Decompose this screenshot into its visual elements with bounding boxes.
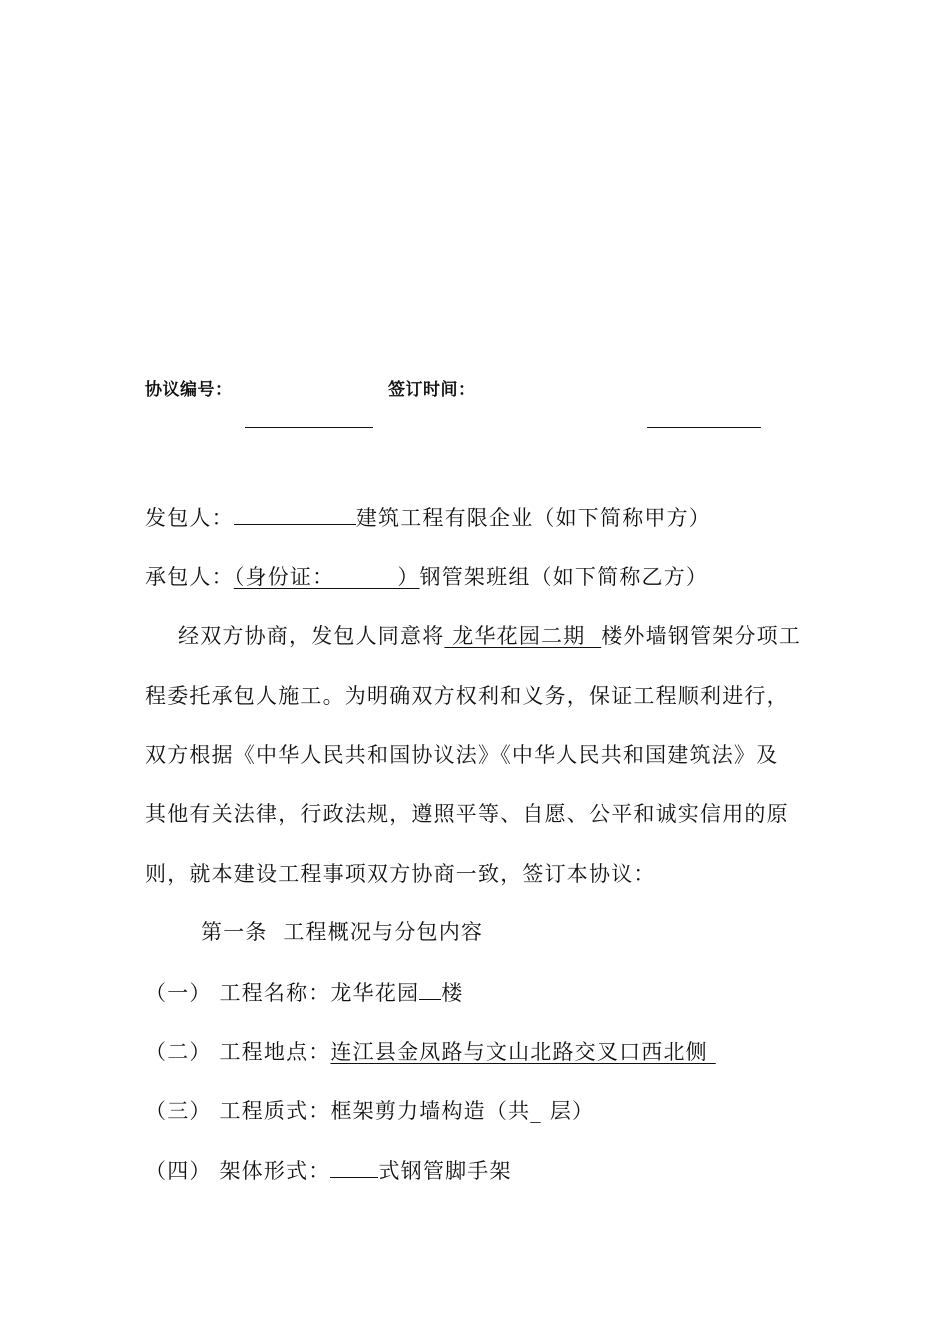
intro-line-5: 则，就本建设工程事项双方协商一致，签订本协议： [145, 862, 656, 886]
contractor-label: 承包人： [145, 565, 234, 589]
item3-label: （三） 工程质式： [145, 1099, 331, 1123]
contractor-line [145, 564, 708, 590]
item2-label: （二） 工程地点： [145, 1040, 331, 1064]
item1-suffix: 楼 [441, 981, 464, 1005]
employer-line [145, 504, 711, 531]
project-name: 龙华花园二期 [444, 624, 602, 648]
intro-suffix: 楼外墙钢管架分项工 [601, 624, 802, 648]
item4-suffix: 式钢管脚手架 [378, 1159, 512, 1183]
agreement-no-label: 协议编号： [145, 380, 233, 400]
item1-label: （一） 工程名称： [145, 981, 331, 1005]
item4-label: （四） 架体形式： [145, 1159, 331, 1183]
sign-time-field[interactable] [647, 427, 761, 428]
scaffold-type-field[interactable] [330, 1157, 378, 1178]
intro-prefix: 经双方协商，发包人同意将 [178, 624, 445, 648]
employer-name-field[interactable] [234, 504, 356, 525]
item1-value: 龙华花园 [330, 981, 420, 1005]
employer-label: 发包人： [145, 506, 234, 530]
employer-suffix: 建筑工程有限企业（如下简称甲方） [355, 506, 712, 530]
item-structure-type [145, 1098, 594, 1124]
item-project-location [145, 1039, 716, 1065]
item-scaffold-type [145, 1157, 512, 1184]
intro-line-4: 其他有关法律，行政法规，遵照平等、自愿、公平和诚实信用的原 [145, 802, 789, 826]
intro-line-1 [178, 623, 801, 649]
building-no-field[interactable] [419, 979, 441, 1000]
item3-value: 框架剪力墙构造（共_ 层） [330, 1099, 595, 1123]
agreement-no-field[interactable] [245, 427, 373, 428]
item2-value: 连江县金凤路与文山北路交叉口西北侧 [330, 1040, 716, 1064]
contractor-suffix: 钢管架班组（如下简称乙方） [419, 565, 709, 589]
sign-time-label: 签订时间： [388, 380, 476, 400]
intro-line-3: 双方根据《中华人民共和国协议法》《中华人民共和国建筑法》及 [145, 743, 779, 767]
contractor-id-field[interactable]: （身份证： ） [233, 565, 420, 589]
item-project-name [145, 979, 464, 1006]
intro-line-2: 程委托承包人施工。为明确双方权利和义务，保证工程顺利进行， [145, 684, 789, 708]
article-1-title: 第一条 工程概况与分包内容 [201, 920, 484, 944]
